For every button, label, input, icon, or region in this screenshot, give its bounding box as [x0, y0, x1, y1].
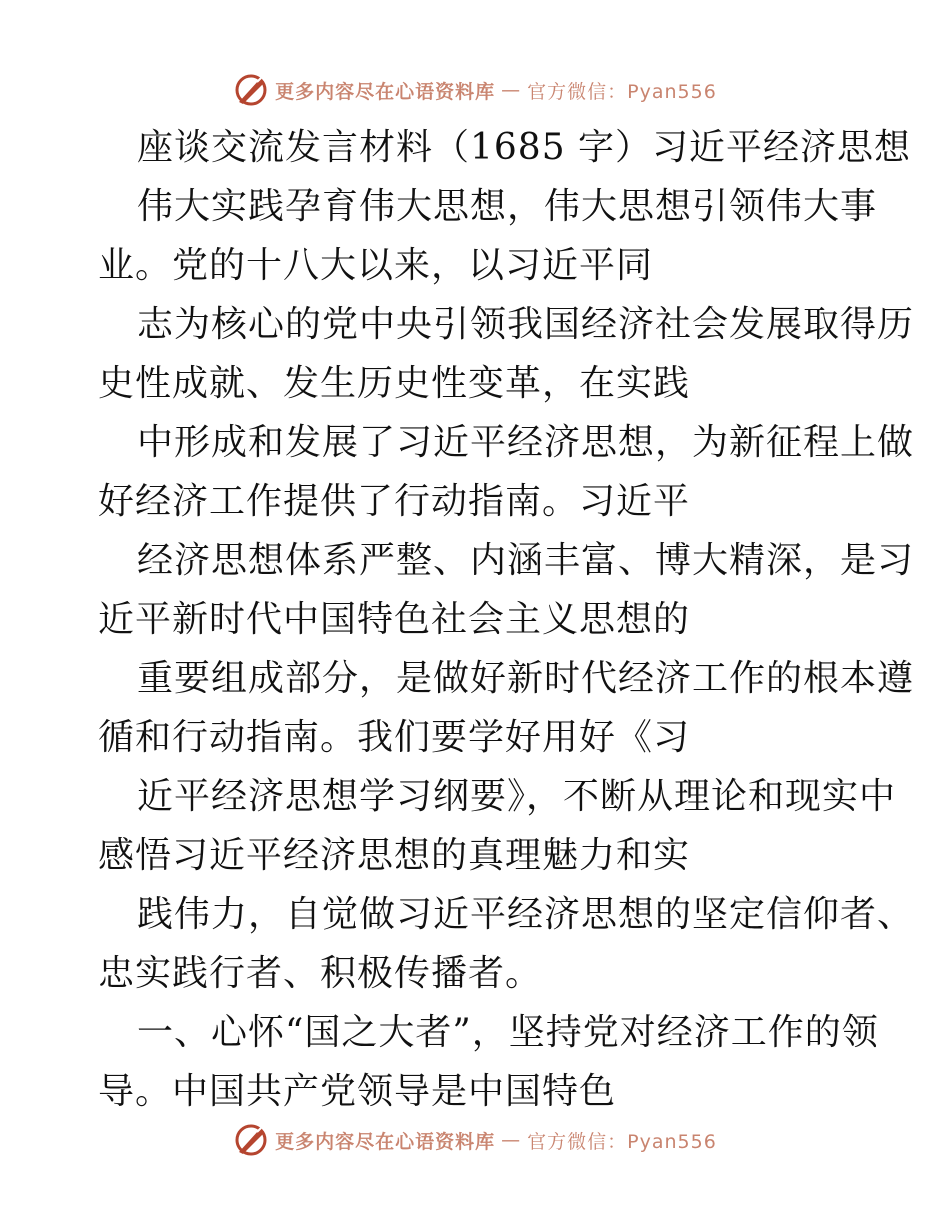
watermark-separator: — — [501, 1129, 522, 1151]
doc-line: 经济思想体系严整、内涵丰富、博大精深，是习 — [137, 540, 915, 581]
watermark-brand: 更多内容尽在心语资料库 — [275, 80, 496, 103]
doc-line: 导。中国共产党领导是中国特色 — [98, 1071, 617, 1112]
doc-line: 循和行动指南。我们要学好用好《习 — [98, 717, 691, 758]
doc-line: 史性成就、发生历史性变革，在实践 — [98, 363, 691, 404]
doc-line: 践伟力，自觉做习近平经济思想的坚定信仰者、 — [137, 894, 915, 935]
watermark-brand: 更多内容尽在心语资料库 — [275, 1130, 496, 1153]
doc-line: 好经济工作提供了行动指南。习近平 — [98, 481, 691, 522]
doc-line: 近平新时代中国特色社会主义思想的 — [98, 599, 691, 640]
watermark-wechat: 官方微信：Pyan556 — [527, 1130, 717, 1153]
pen-logo-icon — [233, 72, 269, 108]
doc-line: 伟大实践孕育伟大思想，伟大思想引领伟大事 — [137, 186, 878, 227]
doc-line: 志为核心的党中央引领我国经济社会发展取得历 — [137, 304, 915, 345]
doc-line: 感悟习近平经济思想的真理魅力和实 — [98, 835, 691, 876]
pen-logo-icon — [233, 1122, 269, 1158]
header-watermark — [0, 70, 950, 110]
doc-line: 中形成和发展了习近平经济思想，为新征程上做 — [137, 422, 915, 463]
footer-watermark — [0, 1120, 950, 1160]
doc-line: 重要组成部分，是做好新时代经济工作的根本遵 — [137, 658, 915, 699]
doc-line: 一、心怀“国之大者”，坚持党对经济工作的领 — [137, 1012, 879, 1053]
doc-line: 业。党的十八大以来，以习近平同 — [98, 245, 654, 286]
watermark-separator: — — [501, 79, 522, 101]
watermark-wechat: 官方微信：Pyan556 — [527, 80, 717, 103]
doc-line: 忠实践行者、积极传播者。 — [98, 953, 543, 994]
doc-line: 座谈交流发言材料（1685 字）习近平经济思想 — [137, 127, 912, 168]
doc-line: 近平经济思想学习纲要》，不断从理论和现实中 — [137, 776, 897, 817]
